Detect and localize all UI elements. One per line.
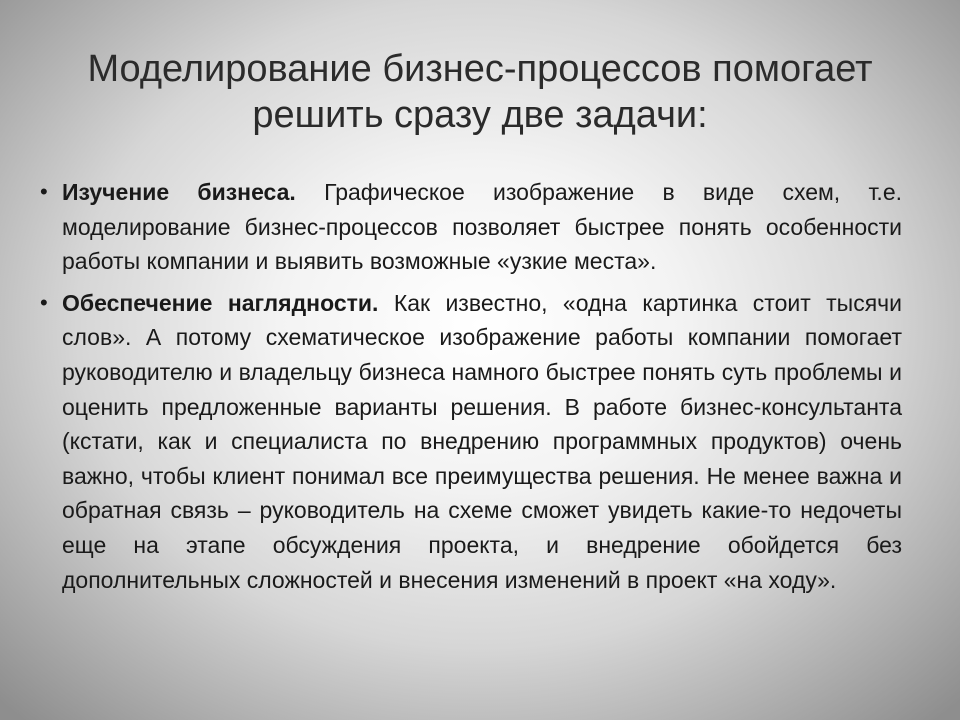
bullet-list — [40, 175, 902, 604]
bullet-item-business-study — [40, 175, 902, 279]
bullet-icon: • — [40, 179, 48, 204]
bullet-heading: Изучение бизнеса. — [62, 179, 296, 205]
bullet-icon: • — [40, 289, 48, 315]
bullet-text: Графическое изображение в виде схем, т.е. моделирование бизнес-процессов позволяет быстрее понять особенности работы компании и выявить возможные «узкие места». — [62, 179, 902, 275]
bullet-item-visibility — [40, 286, 902, 597]
bullet-heading: Обеспечение наглядности. — [62, 289, 379, 316]
bullet-text: Как известно, «одна картинка стоит тысячи слов». А потому схематическое изображение работы компании помогает руководителю и владельцу бизнеса намного быстрее понять суть проблемы и оценить предложенные варианты решения. В работе бизнес-консультанта (кстати, как и специалиста по внедрению программных продуктов) очень важно, чтобы клиент понимал все преимущества решения. Не менее важна и обратная связь – руководитель на схеме сможет увидеть какие-то недочеты еще на этапе обсуждения проекта, и внедрение обойдется без дополнительных сложностей и внесения изменений в проект «на ходу». — [62, 289, 903, 593]
slide-title: Моделирование бизнес-процессов помогает решить сразу две задачи: — [87, 48, 873, 136]
